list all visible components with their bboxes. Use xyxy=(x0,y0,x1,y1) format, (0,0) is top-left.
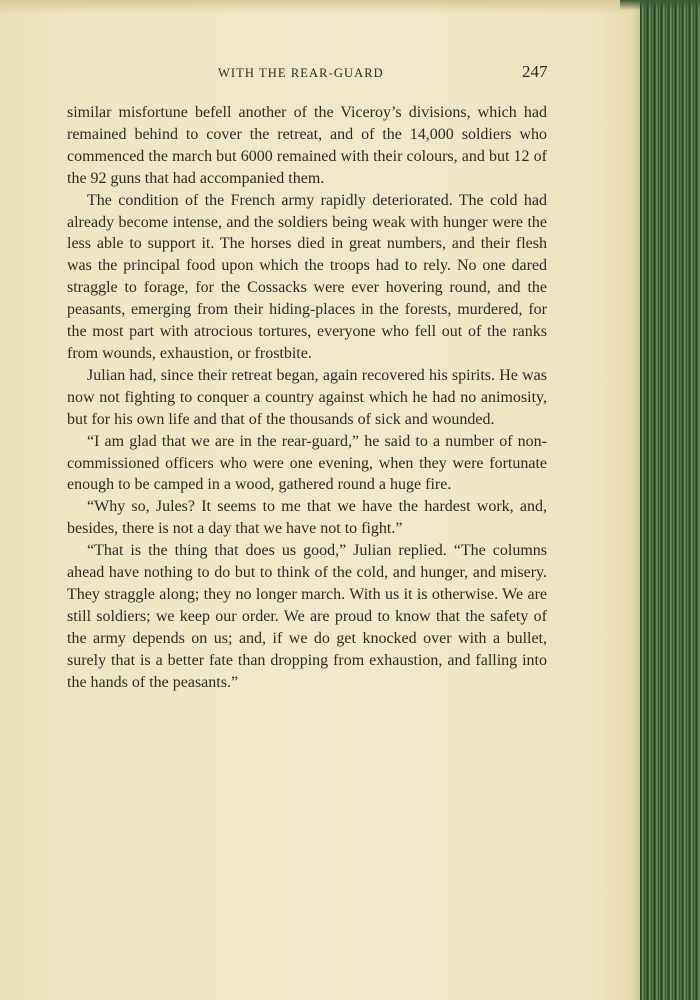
page-number: 247 xyxy=(522,62,548,81)
paragraph-6: “That is the thing that does us good,” Julian replied. “The columns ahead have nothing to do but to think of the cold, and hunger, and misery. They straggle along; they no longer march. With us it is otherwise. We are still soldiers; we keep our order. We are proud to know that the safety of the army depends on us; and, if we do get knocked over with a bullet, surely that is a better fate than dropping from exhaustion, and falling into the hands of the peasants.” xyxy=(67,542,547,691)
paragraph-4: “I am glad that we are in the rear-guard,” he said to a number of non-commissioned officers who were one evening, when they were fortunate enough to be camped in a wood, gathered round a huge fire. xyxy=(67,432,547,494)
paragraph-3: Julian had, since their retreat began, again recovered his spirits. He was now not fighting to conquer a country against which he had no animosity, but for his own life and that of the thousands of sick and wounded. xyxy=(67,366,547,428)
page-edges xyxy=(640,0,700,1000)
body-text xyxy=(67,102,547,693)
paragraph-5: “Why so, Jules? It seems to me that we have the hardest work, and, besides, there is not a day that we have not to fight.” xyxy=(67,498,547,538)
paragraph-1: similar misfortune befell another of the Viceroy’s divisions, which had remained behind to cover the retreat, and of the 14,000 soldiers who commenced the march but 6000 remained with their colours, and but 12 of the 92 guns that had accompanied them. xyxy=(67,104,547,187)
page-edges-top xyxy=(620,0,700,10)
running-head: WITH THE REAR-GUARD xyxy=(218,66,384,80)
page-top-shadow xyxy=(0,0,700,14)
paragraph-2: The condition of the French army rapidly deteriorated. The cold had already become intense, and the soldiers being weak with hunger were the less able to support it. The horses died in great numbers, and their flesh was the principal food upon which the troops had to rely. No one dared straggle to forage, for the Cossacks were ever hovering round, and the peasants, emerging from their hiding-places in the forests, murdered, for the most part with atrocious tortures, everyone who fell out of the ranks from wounds, exhaustion, or frostbite. xyxy=(67,191,547,362)
